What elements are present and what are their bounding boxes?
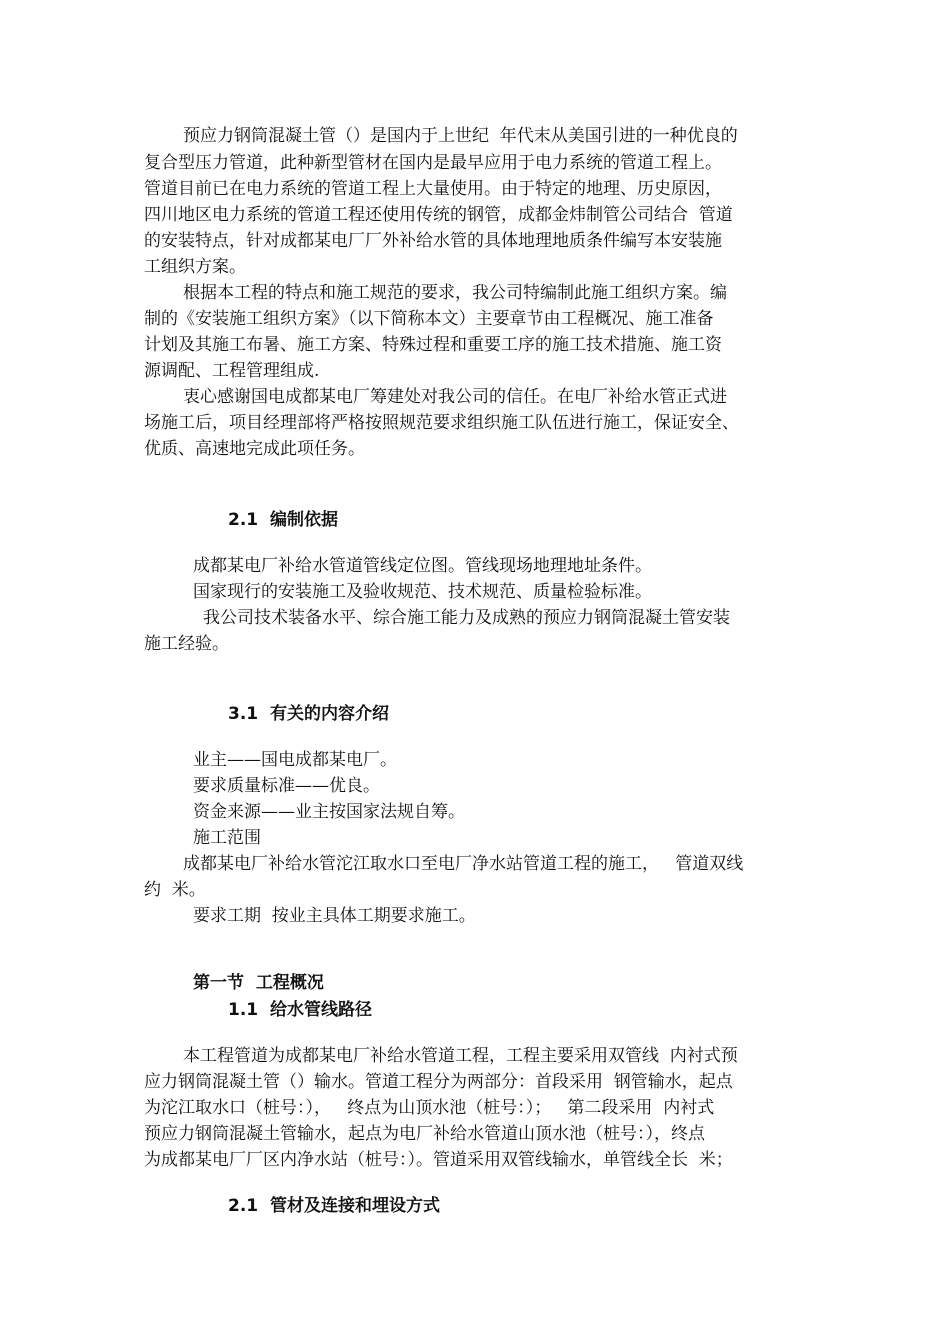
section-3-1-heading: 3.1 有关的内容介绍 bbox=[228, 704, 389, 724]
intro-p2-line-3: 计划及其施工布暑、施工方案、特殊过程和重要工序的施工技术措施、施工资 bbox=[144, 335, 722, 355]
sec21-line-4: 施工经验。 bbox=[144, 634, 229, 654]
sec1-p-line-1: 本工程管道为成都某电厂补给水管道工程，工程主要采用双管线 内衬式预 bbox=[183, 1046, 738, 1066]
sec21-line-1: 成都某电厂补给水管道管线定位图。管线现场地理地址条件。 bbox=[193, 556, 652, 576]
section-1-1-heading: 1.1 给水管线路径 bbox=[228, 1000, 372, 1020]
sec31-line-6: 约 米。 bbox=[144, 880, 206, 900]
sec31-line-2: 要求质量标准——优良。 bbox=[193, 776, 380, 796]
intro-p1-line-4: 四川地区电力系统的管道工程还使用传统的钢管，成都金炜制管公司结合 管道 bbox=[144, 205, 733, 225]
sec31-line-5: 成都某电厂补给水管沱江取水口至电厂净水站管道工程的施工， 管道双线 bbox=[183, 854, 744, 874]
sec31-line-3: 资金来源——业主按国家法规自筹。 bbox=[193, 802, 465, 822]
sec31-line-7: 要求工期 按业主具体工期要求施工。 bbox=[193, 906, 476, 926]
sec1-p-line-4: 预应力钢筒混凝土管输水，起点为电厂补给水管道山顶水池（桩号：），终点 bbox=[144, 1124, 705, 1144]
intro-p3-line-1: 衷心感谢国电成都某电厂筹建处对我公司的信任。在电厂补给水管正式进 bbox=[183, 387, 727, 407]
sec21-line-3: 我公司技术装备水平、综合施工能力及成熟的预应力钢筒混凝土管安装 bbox=[203, 608, 730, 628]
sec1-p-line-2: 应力钢筒混凝土管（）输水。管道工程分为两部分：首段采用 钢管输水，起点 bbox=[144, 1072, 733, 1092]
intro-p1-line-1: 预应力钢筒混凝土管（）是国内于上世纪 年代末从美国引进的一种优良的 bbox=[183, 126, 738, 146]
section-1-title: 第一节 工程概况 bbox=[193, 973, 324, 993]
intro-p2-line-4: 源调配、工程管理组成. bbox=[144, 361, 320, 381]
intro-p3-line-3: 优质、高速地完成此项任务。 bbox=[144, 439, 365, 459]
intro-p2-line-1: 根据本工程的特点和施工规范的要求，我公司特编制此施工组织方案。编 bbox=[183, 283, 727, 303]
section-2-1-pipe-heading: 2.1 管材及连接和埋设方式 bbox=[228, 1196, 440, 1216]
intro-p3-line-2: 场施工后，项目经理部将严格按照规范要求组织施工队伍进行施工，保证安全、 bbox=[144, 413, 739, 433]
section-2-1-heading: 2.1 编制依据 bbox=[228, 510, 338, 530]
intro-p1-line-3: 管道目前已在电力系统的管道工程上大量使用。由于特定的地理、历史原因， bbox=[144, 179, 722, 199]
sec31-line-1: 业主——国电成都某电厂。 bbox=[193, 750, 397, 770]
sec21-line-2: 国家现行的安装施工及验收规范、技术规范、质量检验标准。 bbox=[193, 582, 652, 602]
sec1-p-line-3: 为沱江取水口（桩号：）， 终点为山顶水池（桩号：）； 第二段采用 内衬式 bbox=[144, 1098, 715, 1118]
intro-p2-line-2: 制的《安装施工组织方案》（以下简称本文）主要章节由工程概况、施工准备 bbox=[144, 309, 714, 329]
intro-p1-line-6: 工组织方案。 bbox=[144, 257, 246, 277]
sec1-p-line-5: 为成都某电厂厂区内净水站（桩号：）。管道采用双管线输水，单管线全长 米； bbox=[144, 1150, 733, 1170]
sec31-line-4: 施工范围 bbox=[193, 828, 261, 848]
intro-p1-line-2: 复合型压力管道，此种新型管材在国内是最早应用于电力系统的管道工程上。 bbox=[144, 153, 722, 173]
intro-p1-line-5: 的安装特点，针对成都某电厂厂外补给水管的具体地理地质条件编写本安装施 bbox=[144, 231, 722, 251]
